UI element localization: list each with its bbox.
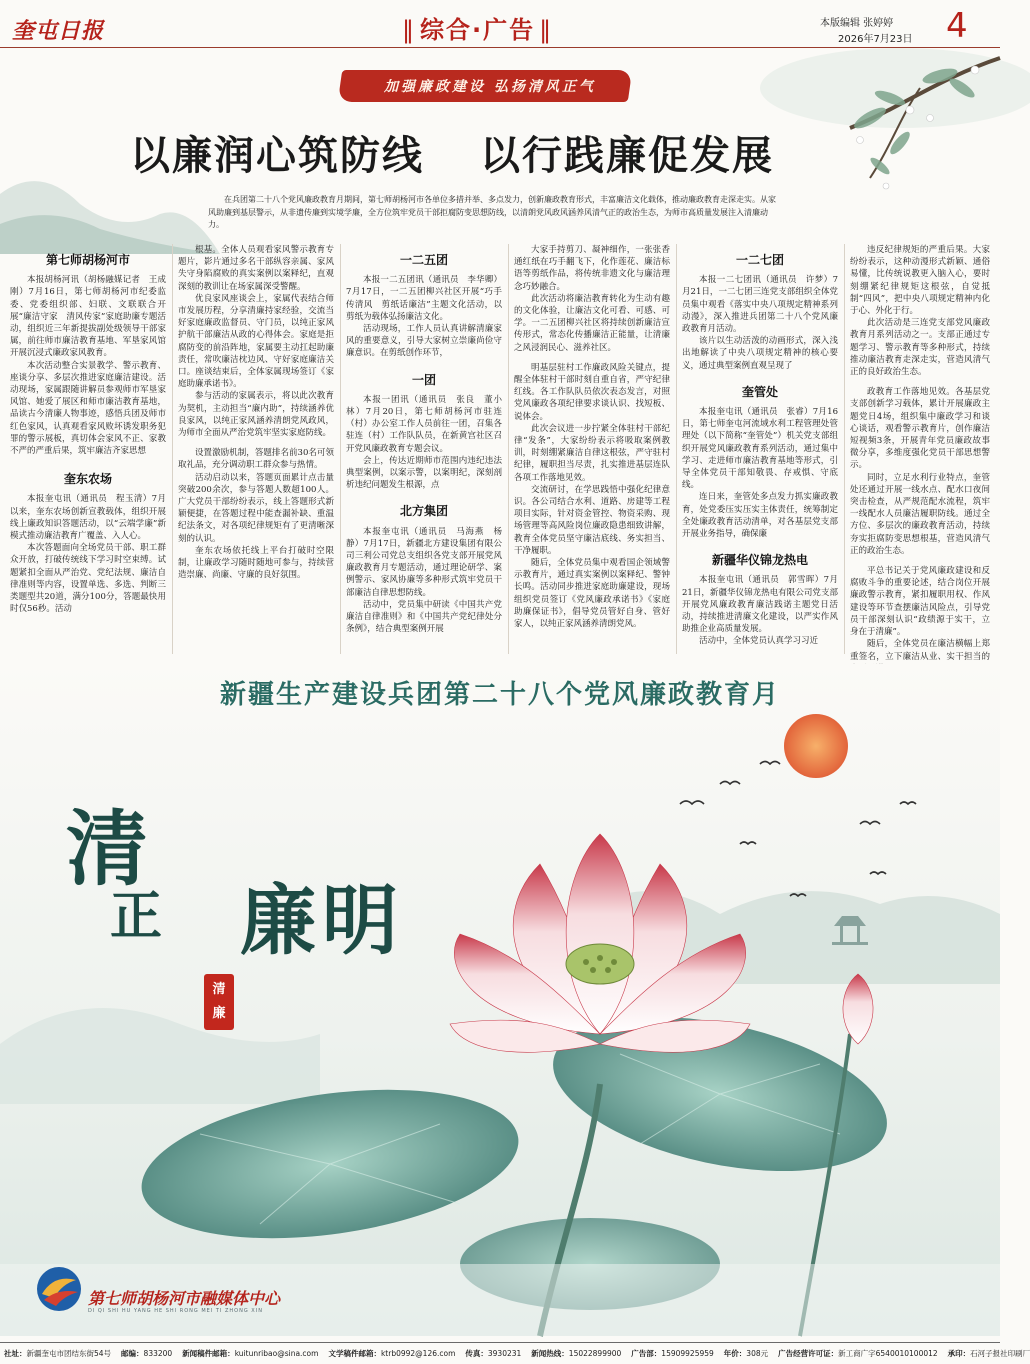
column-divider [172,244,173,654]
column-divider [844,244,845,654]
article-heading: 一二五团 [399,253,448,267]
article-paragraph: 活动中，党员集中研读《中国共产党廉洁自律准则》和《中国共产党纪律处分条例》，结合典型案例开展 [346,599,502,635]
publication-footer [0,1342,1030,1364]
article-paragraph: 优良家风座谈会上，家属代表结合师市发展历程，分享清廉持家经验，交流当好家庭廉政监督员、守门员，以纯正家风护航干部廉洁从政的心得体会。家庭是拒腐防变的前沿阵地，家属要主动扛起助廉责任，常吹廉洁枕边风、守好家庭廉洁关口。座谈结束后，全体家属现场签订《家庭助廉承诺书》。 [178,293,334,390]
section-title: 综合·广告 [420,16,536,44]
media-center-name: 第七师胡杨河市融媒体中心 [88,1289,281,1308]
page-number: 4 [946,6,968,46]
article-paragraph: 会上，传达近期师市范围内违纪违法典型案例，以案示警，以案明纪，深刻剖析违纪问题发生根源，点 [346,455,502,491]
column-4 [514,244,670,664]
lotus-ink-painting [0,664,1000,1336]
footer-item-address: 社址：新疆奎屯市团结东街54号 [4,1349,112,1358]
column-3 [346,244,502,664]
column-divider [340,244,341,654]
article-heading: 第七师胡杨河市 [45,253,130,267]
article-paragraph: 该片以生动活泼的动画形式，深入浅出地解读了中央八项规定精神的核心要义，通过典型案例直观呈现了 [682,336,838,371]
calligraphy-lianming: 廉明 [240,876,404,965]
campaign-title: 新疆生产建设兵团第二十八个党风廉政教育月 [219,680,780,710]
column-divider [676,244,677,654]
article-heading: 一团 [411,372,436,387]
intro-paragraph: 在兵团第二十八个党风廉政教育月期间，第七师胡杨河市各单位多措并举、多点发力，创新廉政教育形式，丰富廉洁文化载体，推动廉政教育走深走实。从家风助廉到基层警示，从非遗传廉到实境学廉，全方位筑牢党员干部拒腐防变思想防线，以清朗党风政风涵养风清气正的政治生态，为师市高质量发展注入清廉动力。 [208,195,776,229]
footer-item-news-email: 新闻稿件邮箱：kuitunribao@sina.com [182,1349,319,1358]
media-center-pinyin: DI QI SHI HU YANG HE SHI RONG MEI TI ZHONG XIN [88,1308,263,1314]
column-5 [682,244,838,664]
article-paragraph: 大家手持剪刀、凝神细作，一张张香通红纸在巧手翻飞下，化作莲花、廉洁标语等剪纸作品，将传统非遗文化与廉洁理念巧妙融合。 [514,245,670,292]
article-paragraph: 连日来，奎管处多点发力抓实廉政教育，处党委压实压实主体责任，统筹制定全处廉政教育活动清单，对各基层党支部开展业务指导，确保廉 [682,492,838,540]
article-paragraph: 此次活动将廉洁教育转化为生动有趣的文化体验，让廉洁文化可看、可感、可学。一二五团柳兴社区将持续创新廉洁宣传形式，常态化传播廉洁正能量，让清廉之风浸润民心、滋养社区。 [514,293,670,353]
editor-credit: 本版编辑 张婷婷 [820,18,894,29]
issue-date: 2026年7月23日 [838,34,913,45]
article-heading: 北方集团 [399,504,448,519]
article-paragraph: 本次答题面向全场党员干部、职工群众开放，打破传统线下学习时空束缚。试题紧扣全面从严治党、党纪法规、廉洁自律准则等内容，设置单选、多选、判断三类题型共20道，满分100分，答题最快用时仅56秒。活动 [10,543,166,615]
calligraphy-zheng: 正 [110,886,163,947]
article-paragraph: 活动中，全体党员认真学习习近 [699,636,819,647]
article-paragraph: 此次活动是三连党支部党风廉政教育月系列活动之一。支部正通过专题学习、警示教育等多种形式，持续推动廉洁教育走深走实，营造风清气正的良好政治生态。 [850,318,990,378]
column-divider [508,244,509,654]
article-paragraph: 活动现场，工作人员认真讲解清廉家风的重要意义，引导大家树立崇廉尚俭守廉意识。在剪纸创作环节， [346,324,502,359]
column-6 [850,244,990,664]
article-heading: 新疆华仪锦龙热电 [711,553,808,568]
red-seal-stamp: 清 廉 [204,974,234,1030]
article-paragraph: 设置激励机制，答题排名前30名可领取礼品，充分调动职工群众参与热情。 [178,448,334,471]
article-paragraph: 此次会议进一步拧紧全体驻村干部纪律“发条”，大家纷纷表示将吸取案例教训，时刻绷紧廉洁自律这根弦，严守驻村纪律，履职担当尽责，扎实推进基层连队各项工作落地见效。 [514,423,670,483]
article-paragraph: 本报一二七团讯（通讯员 许梦）7月21日，一二七团三连党支部组织全体党员集中观看《落实中央八项规定精神系列动漫》，深入推进兵团第二十八个党风廉政教育月活动。 [682,275,838,335]
article-paragraph: 本报胡杨河讯（胡杨融媒记者 王成刚）7月16日，第七师胡杨河市纪委监委、党委组织部、妇联、文联联合开展“廉洁守家 清风传家”家庭助廉专题活动，组织近三年新提拔副处级领导干部家属，前往师市廉洁教育基地、军垦家风馆开展沉浸式廉政家风教育。 [10,275,166,359]
footer-item-postcode: 邮编：833200 [121,1349,173,1358]
headline-part-2: 以行践廉促发展 [480,133,774,179]
main-headline [130,124,890,181]
column-2 [178,244,334,664]
article-paragraph: 本报一二五团讯（通讯员 李华卿）7月17日，一二五团柳兴社区开展“巧手传清风 剪纸话廉洁”主题文化活动，以剪纸为载体弘扬廉洁文化。 [346,275,502,322]
article-paragraph: 本报奎屯讯（通讯员 程玉清）7月以来，奎东农场创新宣教载体，组织开展线上廉政知识答题活动，以“云端学廉”新模式推动廉洁教育广覆盖、入人心。 [10,494,166,542]
feature-illustration [0,664,1000,1336]
footer-item-fax: 传真：3930231 [465,1349,522,1358]
article-paragraph: 违反纪律规矩的严重后果。大家纷纷表示，这种动漫形式新颖、通俗易懂，比传统说教更入脑入心，要时刻绷紧纪律规矩这根弦，自觉抵制“四风”，把中央八项规定精神内化于心、外化于行。 [850,245,990,317]
article-paragraph: 本报奎屯讯（通讯员 张睿）7月16日，第七师奎屯河流域水利工程管理处管理处（以下简称“奎管处”）机关党支部组织开展党风廉政教育系列活动，通过集中学习、走进师市廉洁教育基地等形式，引导全体党员干部知敬畏、存戒惧、守底线。 [682,407,838,491]
article-paragraph: 本次活动整合实景教学、警示教育、座谈分享、多层次推进家庭廉洁建设。活动现场，家属跟随讲解员参观师市军垦家风馆、她爱了展区和师市廉洁教育基地，品读古今清廉人物事迹，感悟兵团及师市红色家风，认真观看家风败坏诱发职务犯罪的警示展板，真切体会家风不正、家教不严的严重后果，筑牢廉洁齐家思想 [10,360,166,457]
article-paragraph: 活动启动以来，答题页面累计点击量突破200余次，参与答题人数超100人。广大党员干部纷纷表示，线上答题形式新颖便捷，在答题过程中能查漏补缺、重温纪法条文，对各项纪律规矩有了更清晰深刻的认识。 [178,472,334,544]
calligraphy-qing: 清 [66,801,149,897]
section-name: ‖ 综合·广告 ‖ [402,16,554,44]
slogan-text: 加强廉政建设 弘扬清风正气 [384,79,596,95]
article-heading: 一二七团 [735,253,784,267]
article-paragraph: 随后，全体党员集中观看国企领域警示教育片，通过真实案例以案释纪、警钟长鸣。活动同步推进家庭助廉建设，现场组织党员签订《党风廉政承诺书》《家庭助廉保证书》，倡导党员管好自身、管好家人，以纯正家风涵养清朗党风。 [514,558,670,630]
article-paragraph: 平总书记关于党风廉政建设和反腐败斗争的重要论述，结合岗位开展廉政警示教育，紧扣履职用权、作风建设等环节查摆廉洁风险点，引导党员干部深刻认识“政绩源于实干，立身在于清廉”。 [850,566,990,638]
column-1 [10,244,166,664]
article-heading: 奎管处 [741,384,778,399]
footer-item-license: 广告经营许可证：新工商广字6540010100012 [778,1349,938,1358]
article-paragraph: 随后，全体党员在廉洁横幅上郑重签名，立下廉洁从业、实干担当的 [850,639,990,662]
footer-item-price: 年价：308元 [723,1349,769,1358]
article-paragraph: 根基。全体人员观看家风警示教育专题片，影片通过多名干部纵容亲属、家风失守身陷腐败的真实案例以案释纪，直观深刻的教训让在场家属深受警醒。 [178,245,334,292]
article-paragraph: 交流研讨，在学思践悟中强化纪律意识。各公司结合水利、道路、房建等工程项目实际，针对资金管控、物资采购、现场管理等高风险岗位廉政隐患细致讲解，教育全体党员坚守廉洁底线、务实担当、干净履职。 [514,484,670,556]
headline-part-1: 以廉润心筑防线 [130,133,424,179]
masthead [0,0,1000,48]
article-paragraph: 明基层驻村工作廉政风险关键点，提醒全体驻村干部时刻自重自省，严守纪律红线。各工作队队员依次表态发言，对照党风廉政各项纪律要求谈认识、找短板、说体会。 [514,362,670,422]
article-paragraph: 奎东农场依托线上平台打破时空限制，让廉政学习随时随地可参与，持续营造崇廉、尚廉、守廉的良好氛围。 [178,545,334,581]
article-paragraph: 参与活动的家属表示，将以此次教育为契机，主动担当“廉内助”，持续涵养优良家风，以纯正家风涵养清朗党风政风，为师市全面从严治党筑牢坚实家庭防线。 [178,391,334,439]
article-paragraph: 本报奎屯讯（通讯员 马海燕 杨静）7月17日，新疆北方建设集团有限公司三利公司党总支组织各党支部开展党风廉政教育月专题活动，通过理论研学、案例警示、家风协廉等多种形式筑牢党员干部廉洁自律思想防线。 [346,526,502,598]
article-paragraph: 本报一团讯（通讯员 张良 董小林）7月20日，第七师胡杨河市驻连（村）办公室工作人员前往一团，召集各驻连（村）工作队队员，在新黄宫社区召开党风廉政教育专题会议。 [346,394,502,454]
media-center-logo-icon [34,1264,84,1314]
footer-item-ads: 广告部：15909925959 [631,1349,714,1358]
article-paragraph: 本报奎屯讯（通讯员 郭雪晖）7月21日，新疆华仪锦龙热电有限公司党支部开展党风廉政教育廉洁践诺主题党日活动，持续推进清廉文化建设，以严实作风助推企业高质量发展。 [682,575,838,635]
footer-item-printer: 承印：石河子报社印刷厂 [947,1349,1030,1358]
article-paragraph: 政教育工作落地见效。各基层党支部创新学习载体，累计开展廉政主题党日4场，组织集中廉政学习和谈心谈话，观看警示教育片，创作廉洁短视频3条，开展青年党员廉政故事微分享，多维度强化党员干部思想警示。 [850,387,990,471]
paper-name: 奎屯日报 [12,18,105,44]
article-paragraph: 同时，立足水利行业特点，奎管处还通过开展一线水点、配水口夜间突击检查，从严规范配水流程，筑牢一线配水人员廉洁履职防线。通过全方位、多层次的廉政教育活动，持续夯实拒腐防变思想根基，营造风清气正的政治生态。 [850,472,990,556]
footer-item-literature-email: 文学稿件邮箱：ktrb0992@126.com [328,1349,456,1358]
article-columns [10,244,990,664]
article-heading: 奎东农场 [63,472,112,487]
footer-item-hotline: 新闻热线：15022899900 [531,1349,622,1358]
